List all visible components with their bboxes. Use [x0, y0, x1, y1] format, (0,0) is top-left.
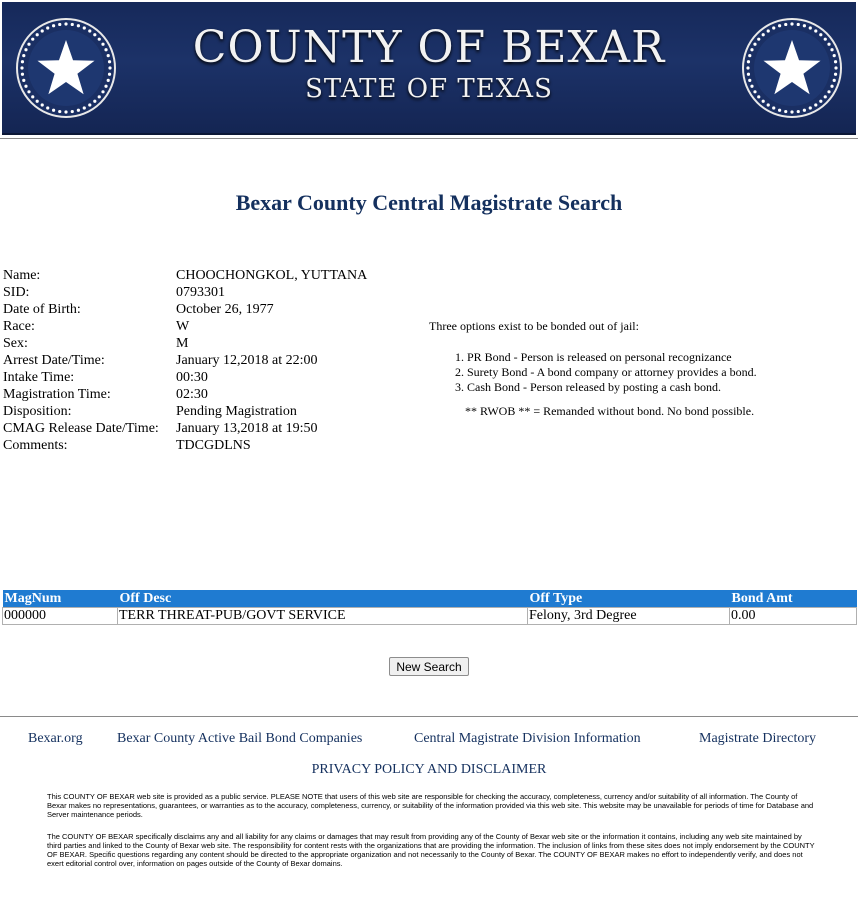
- detail-label: Magistration Time:: [3, 387, 111, 402]
- detail-value: January 12,2018 at 22:00: [176, 353, 318, 368]
- list-item: 2. Surety Bond - A bond company or attorney provides a bond.: [467, 365, 757, 380]
- cell-bond-amt: 0.00: [730, 608, 857, 625]
- privacy-policy-heading: PRIVACY POLICY AND DISCLAIMER: [311, 762, 547, 777]
- detail-row-sid: [3, 284, 367, 301]
- state-subtitle: STATE OF TEXAS: [305, 74, 553, 104]
- detail-label: Intake Time:: [3, 370, 75, 385]
- bond-options-list: [429, 350, 757, 395]
- detail-label: SID:: [3, 285, 30, 300]
- footer-divider: [0, 716, 858, 717]
- detail-label: Name:: [3, 268, 41, 283]
- column-header-magnum: MagNum: [3, 590, 118, 608]
- cell-magnum: 000000: [3, 608, 118, 625]
- cell-off-type: Felony, 3rd Degree: [528, 608, 730, 625]
- new-search-button[interactable]: New Search: [389, 657, 469, 676]
- detail-label: CMAG Release Date/Time:: [3, 421, 159, 436]
- table-header-row: [3, 590, 857, 608]
- detail-row-release: [3, 420, 367, 437]
- detail-row-disposition: [3, 403, 367, 420]
- detail-value: January 13,2018 at 19:50: [176, 421, 318, 436]
- rwob-note: ** RWOB ** = Remanded without bond. No bond possible.: [465, 404, 755, 418]
- page-title: Bexar County Central Magistrate Search: [235, 190, 623, 215]
- detail-label: Disposition:: [3, 404, 72, 419]
- link-bail-bond-companies[interactable]: Bexar County Active Bail Bond Companies: [117, 731, 363, 746]
- detail-label: Comments:: [3, 438, 68, 453]
- detail-label: Date of Birth:: [3, 302, 81, 317]
- detail-row-sex: [3, 335, 367, 352]
- cell-off-desc: TERR THREAT-PUB/GOVT SERVICE: [118, 608, 528, 625]
- inmate-details: [3, 267, 367, 454]
- detail-value: 0793301: [176, 285, 225, 300]
- link-magistrate-directory[interactable]: Magistrate Directory: [699, 731, 817, 746]
- list-item: 1. PR Bond - Person is released on personal recognizance: [467, 350, 757, 365]
- detail-value: CHOOCHONGKOL, YUTTANA: [176, 268, 368, 283]
- detail-row-race: [3, 318, 367, 335]
- disclaimer-paragraph: The COUNTY OF BEXAR specifically disclaims any and all liability for any claims or damages that may result from providing any of the County of Bexar web site or the information it contains, including any web site maintained by third parties and linked to the County of Bexar web site. The responsibility for content rests with the organizations that are providing the information. The inclusion of links from these sites does not imply endorsement by the COUNTY OF BEXAR. Specific questions regarding any content should be directed to the appropriate organization and not necessarily to the County of Bexar. The COUNTY OF BEXAR makes no effort to independently verify, and does not exert editorial control over, information on pages outside of the County of Bexar domains.: [47, 832, 815, 868]
- county-title: COUNTY OF BEXAR: [192, 22, 666, 73]
- link-magistrate-division-info[interactable]: Central Magistrate Division Information: [414, 731, 641, 746]
- detail-label: Race:: [3, 319, 35, 334]
- detail-value: October 26, 1977: [176, 302, 274, 317]
- column-header-off-type: Off Type: [528, 590, 730, 608]
- offense-table: [2, 590, 857, 625]
- detail-row-magistration: [3, 386, 367, 403]
- detail-row-dob: [3, 301, 367, 318]
- detail-value: Pending Magistration: [176, 404, 297, 419]
- disclaimer-paragraph: This COUNTY OF BEXAR web site is provided as a public service. PLEASE NOTE that users of this web site are responsible for checking the accuracy, completeness, currency and/or suitability of all information. The County of Bexar makes no representations, guarantees, or warranties as to the accuracy, completeness, currency, or suitability of the information provided via this web site. This website may be unavailable for periods of time for Database and Server maintenance periods.: [47, 792, 814, 819]
- detail-value: W: [176, 319, 190, 334]
- column-header-bond-amt: Bond Amt: [730, 590, 857, 608]
- header-banner: [0, 0, 858, 137]
- detail-value: M: [176, 336, 189, 351]
- detail-row-arrest: [3, 352, 367, 369]
- detail-label: Sex:: [3, 336, 28, 351]
- detail-label: Arrest Date/Time:: [3, 353, 105, 368]
- header-divider: [0, 138, 858, 139]
- bond-options: [429, 319, 757, 419]
- detail-value: TDCGDLNS: [176, 438, 251, 453]
- list-item: 3. Cash Bond - Person released by posting a cash bond.: [467, 380, 757, 395]
- table-row: [3, 608, 857, 625]
- detail-row-name: [3, 267, 367, 284]
- detail-value: 02:30: [176, 387, 208, 402]
- detail-row-intake: [3, 369, 367, 386]
- detail-value: 00:30: [176, 370, 208, 385]
- detail-row-comments: [3, 437, 367, 454]
- bond-options-intro: Three options exist to be bonded out of jail:: [429, 319, 639, 333]
- column-header-off-desc: Off Desc: [118, 590, 528, 608]
- link-bexar-org[interactable]: Bexar.org: [28, 731, 83, 746]
